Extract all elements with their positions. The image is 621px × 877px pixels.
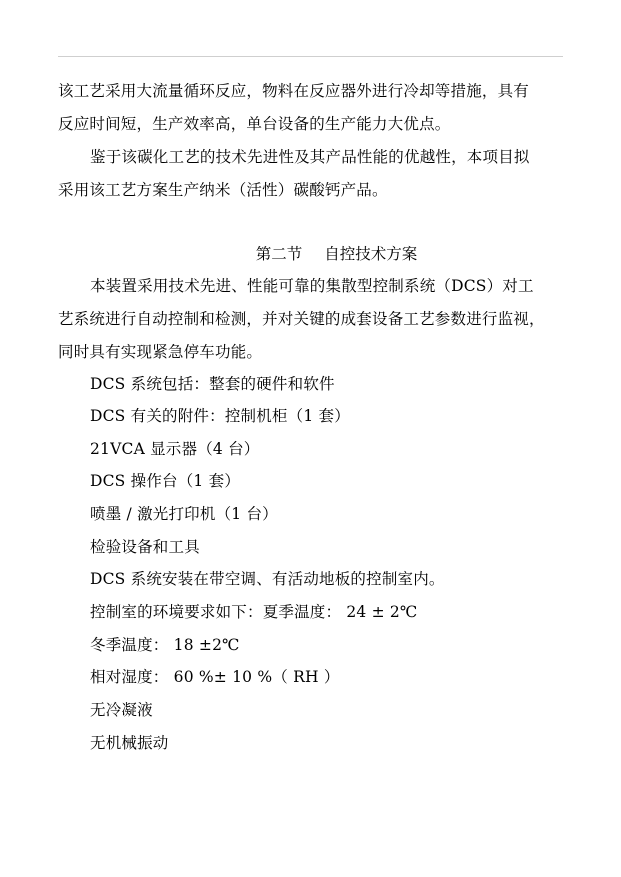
list-item: DCS 系统包括：整套的硬件和软件: [90, 375, 335, 393]
list-item: DCS 系统安装在带空调、有活动地板的控制室内。: [90, 570, 445, 588]
paragraph-2-line-1: 鉴于该碳化工艺的技术先进性及其产品性能的优越性，本项目拟: [90, 148, 530, 166]
list-item: 喷墨 / 激光打印机（1 台）: [90, 505, 278, 523]
list-item: 21VCA 显示器（4 台）: [90, 440, 260, 458]
list-item: 控制室的环境要求如下：夏季温度： 24 ± 2℃: [90, 603, 418, 621]
paragraph-3-line-3: 同时具有实现紧急停车功能。: [58, 343, 263, 361]
list-item: DCS 操作台（1 套）: [90, 472, 241, 490]
paragraph-3-line-2: 艺系统进行自动控制和检测，并对关键的成套设备工艺参数进行监视，: [58, 310, 545, 328]
list-item: 相对湿度： 60 %± 10 %（ RH ）: [90, 668, 340, 686]
section-number: 第二节: [255, 245, 303, 263]
list-item: 检验设备和工具: [90, 538, 200, 556]
list-item: 冬季温度： 18 ±2℃: [90, 636, 240, 654]
paragraph-3-line-1: 本装置采用技术先进、性能可靠的集散型控制系统（DCS）对工: [90, 277, 534, 295]
section-heading: [0, 244, 621, 264]
header-rule: [58, 56, 563, 57]
list-item: DCS 有关的附件：控制机柜（1 套）: [90, 407, 350, 425]
paragraph-1-line-2: 反应时间短，生产效率高，单台设备的生产能力大优点。: [58, 115, 451, 133]
paragraph-2-line-2: 采用该工艺方案生产纳米（活性）碳酸钙产品。: [58, 181, 388, 199]
list-item: 无冷凝液: [90, 701, 153, 719]
section-title: 自控技术方案: [324, 245, 418, 263]
list-item: 无机械振动: [90, 734, 169, 752]
paragraph-1-line-1: 该工艺采用大流量循环反应，物料在反应器外进行冷却等措施，具有: [58, 82, 530, 100]
